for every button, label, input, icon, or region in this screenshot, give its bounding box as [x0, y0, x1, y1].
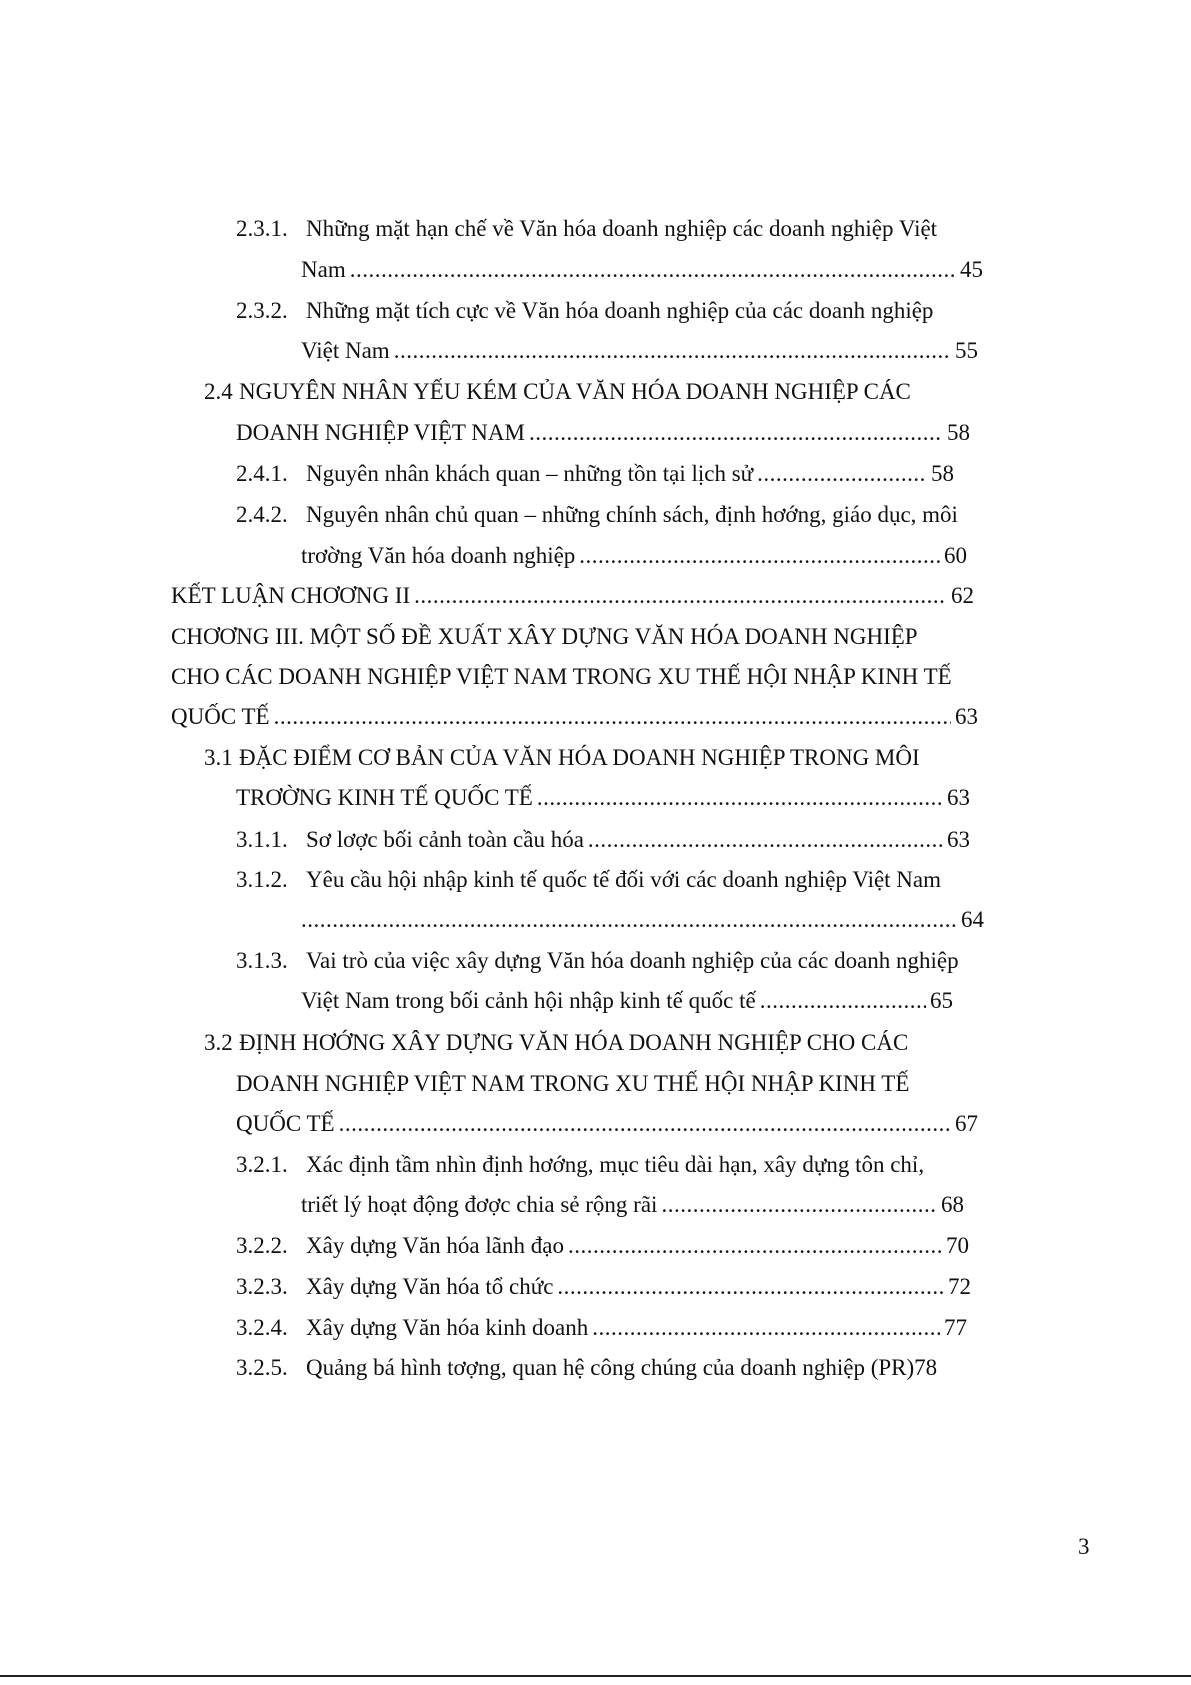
- toc-title-cont: DOANH NGHIỆP VIỆT NAM: [236, 420, 525, 445]
- toc-entry-3-2-4[interactable]: [236, 1313, 967, 1343]
- toc-entry-chuong-3-line1[interactable]: [171, 622, 918, 652]
- toc-leader: [760, 986, 926, 1016]
- toc-entry-3-2[interactable]: [204, 1028, 908, 1058]
- toc-entry-3-1-1[interactable]: [236, 825, 970, 855]
- toc-entry-2-4[interactable]: [204, 377, 911, 407]
- toc-entry-2-4-2-cont[interactable]: [301, 541, 967, 571]
- toc-title-cont: Việt Nam trong bối cảnh hội nhập kinh tế quốc tế: [301, 988, 756, 1013]
- toc-page: 45: [960, 257, 983, 282]
- toc-number: 3.1.2.: [236, 867, 288, 892]
- toc-leader: [529, 418, 943, 448]
- toc-leader: [537, 783, 943, 813]
- toc-entry-2-3-2[interactable]: [236, 296, 933, 326]
- toc-leader: [757, 459, 927, 489]
- toc-page: 63: [955, 704, 978, 729]
- toc-entry-3-1-2-cont[interactable]: [301, 905, 984, 935]
- toc-title-cont: Nam: [301, 257, 346, 282]
- toc-number: 3.1: [204, 745, 233, 770]
- toc-page: 72: [948, 1274, 971, 1299]
- toc-entry-2-3-1-cont[interactable]: [301, 255, 983, 285]
- toc-title: Xây dựng Văn hóa kinh doanh: [306, 1315, 589, 1340]
- toc-leader: [592, 1313, 940, 1343]
- toc-number: 3.1.3.: [236, 948, 288, 973]
- toc-title: Xác định tầm nhìn định hơớng, mục tiêu dài hạn, xây dựng tôn chỉ,: [306, 1152, 925, 1177]
- toc-leader: [568, 1231, 942, 1261]
- toc-entry-3-1-3[interactable]: [236, 946, 959, 976]
- toc-leader: [301, 905, 957, 935]
- toc-entry-3-2-3[interactable]: [236, 1272, 971, 1302]
- toc-title: Yêu cầu hội nhập kinh tế quốc tế đối với các doanh nghiệp Việt Nam: [306, 867, 942, 892]
- toc-entry-2-4-2[interactable]: [236, 500, 958, 530]
- toc-entry-ket-luan-chuong-2[interactable]: [171, 581, 974, 611]
- toc-entry-3-2-cont[interactable]: [236, 1109, 978, 1139]
- toc-entry-3-2-5[interactable]: [236, 1353, 937, 1383]
- toc-title-cont: QUỐC TẾ: [236, 1111, 335, 1136]
- toc-title-cont: TRƠỜNG KINH TẾ QUỐC TẾ: [236, 785, 533, 810]
- toc-page: 58: [947, 420, 970, 445]
- toc-number: 2.4.2.: [236, 502, 288, 527]
- toc-leader: [414, 581, 947, 611]
- toc-page: 68: [941, 1192, 964, 1217]
- toc-title: KẾT LUẬN CHƠƠNG II: [171, 583, 411, 608]
- toc-title: DOANH NGHIỆP VIỆT NAM TRONG XU THẾ HỘI NHẬP KINH TẾ: [236, 1071, 910, 1096]
- toc-number: 2.3.1.: [236, 216, 288, 241]
- toc-page: 77: [944, 1315, 967, 1340]
- toc-title-cont: trơờng Văn hóa doanh nghiệp: [301, 543, 576, 568]
- toc-page: 62: [951, 583, 974, 608]
- toc-title: ĐẶC ĐIỂM CƠ BẢN CỦA VĂN HÓA DOANH NGHIỆP TRONG MÔI: [239, 745, 920, 770]
- toc-title: Xây dựng Văn hóa tổ chức: [306, 1274, 554, 1299]
- toc-title-cont: Việt Nam: [301, 338, 390, 363]
- toc-entry-3-1-cont[interactable]: [236, 783, 970, 813]
- toc-title: ĐỊNH HƠỚNG XÂY DỰNG VĂN HÓA DOANH NGHIỆP CHO CÁC: [239, 1030, 909, 1055]
- toc-leader: [274, 702, 951, 732]
- toc-entry-chuong-3-cont[interactable]: [171, 702, 978, 732]
- toc-page: 64: [961, 907, 984, 932]
- toc-number: 3.2.3.: [236, 1274, 288, 1299]
- toc-entry-2-3-1[interactable]: [236, 214, 937, 244]
- toc-entry-3-2-1-cont[interactable]: [301, 1190, 964, 1220]
- toc-entry-2-3-2-cont[interactable]: [301, 336, 978, 366]
- toc-number: 3.2.2.: [236, 1233, 288, 1258]
- toc-page: 65: [930, 988, 953, 1013]
- toc-entry-3-1-2[interactable]: [236, 865, 941, 895]
- toc-number: 3.1.1.: [236, 827, 288, 852]
- bottom-rule: [0, 1675, 1191, 1677]
- toc-page: 67: [955, 1111, 978, 1136]
- toc-page: 55: [955, 338, 978, 363]
- toc-title: Nguyên nhân chủ quan – những chính sách, định hơớng, giáo dục, môi: [306, 502, 958, 527]
- toc-title: Quảng bá hình tơợng, quan hệ công chúng của doanh nghiệp (PR): [306, 1355, 915, 1380]
- toc-title: Những mặt hạn chế về Văn hóa doanh nghiệp các doanh nghiệp Việt: [306, 216, 938, 241]
- toc-number: 3.2.5.: [236, 1355, 288, 1380]
- toc-number: 3.2.4.: [236, 1315, 288, 1340]
- toc-entry-chuong-3-line2[interactable]: [171, 662, 952, 692]
- toc-title: NGUYÊN NHÂN YẾU KÉM CỦA VĂN HÓA DOANH NGHIỆP CÁC: [239, 379, 911, 404]
- toc-number: 2.4: [204, 379, 233, 404]
- toc-entry-2-4-cont[interactable]: [236, 418, 970, 448]
- toc-entry-3-2-1[interactable]: [236, 1150, 924, 1180]
- toc-number: 3.2: [204, 1030, 233, 1055]
- toc-leader: [394, 336, 951, 366]
- toc-page: 70: [946, 1233, 969, 1258]
- toc-leader: [588, 825, 943, 855]
- toc-page: 63: [947, 827, 970, 852]
- toc-title: Sơ lơợc bối cảnh toàn cầu hóa: [306, 827, 584, 852]
- toc-number: 2.3.2.: [236, 298, 288, 323]
- toc-entry-3-1[interactable]: [204, 743, 920, 773]
- toc-title: Xây dựng Văn hóa lãnh đạo: [306, 1233, 564, 1258]
- toc-title: CHƠƠNG III. MỘT SỐ ĐỀ XUẤT XÂY DỰNG VĂN HÓA DOANH NGHIỆP: [171, 624, 918, 649]
- toc-title: Những mặt tích cực về Văn hóa doanh nghiệp của các doanh nghiệp: [306, 298, 934, 323]
- toc-page: 60: [944, 543, 967, 568]
- toc-entry-3-2-line2[interactable]: [236, 1069, 909, 1099]
- toc-leader: [557, 1272, 944, 1302]
- toc-entry-3-1-3-cont[interactable]: [301, 986, 953, 1016]
- toc-title: CHO CÁC DOANH NGHIỆP VIỆT NAM TRONG XU THẾ HỘI NHẬP KINH TẾ: [171, 664, 952, 689]
- toc-entry-3-2-2[interactable]: [236, 1231, 969, 1261]
- toc-number: 3.2.1.: [236, 1152, 288, 1177]
- toc-leader: [579, 541, 940, 571]
- toc-number: 2.4.1.: [236, 461, 288, 486]
- toc-leader: [350, 255, 956, 285]
- toc-title-cont: triết lý hoạt động đơợc chia sẻ rộng rãi: [301, 1192, 658, 1217]
- toc-title-cont: QUỐC TẾ: [171, 704, 270, 729]
- toc-page: 63: [947, 785, 970, 810]
- toc-entry-2-4-1[interactable]: [236, 459, 954, 489]
- toc-leader: [339, 1109, 951, 1139]
- toc-title: Vai trò của việc xây dựng Văn hóa doanh nghiệp của các doanh nghiệp: [306, 948, 959, 973]
- toc-page: 58: [931, 461, 954, 486]
- toc-page: 78: [914, 1355, 938, 1380]
- toc-leader: [661, 1190, 937, 1220]
- page-number: 3: [1078, 1534, 1090, 1559]
- toc-title: Nguyên nhân khách quan – những tồn tại lịch sử: [306, 461, 754, 486]
